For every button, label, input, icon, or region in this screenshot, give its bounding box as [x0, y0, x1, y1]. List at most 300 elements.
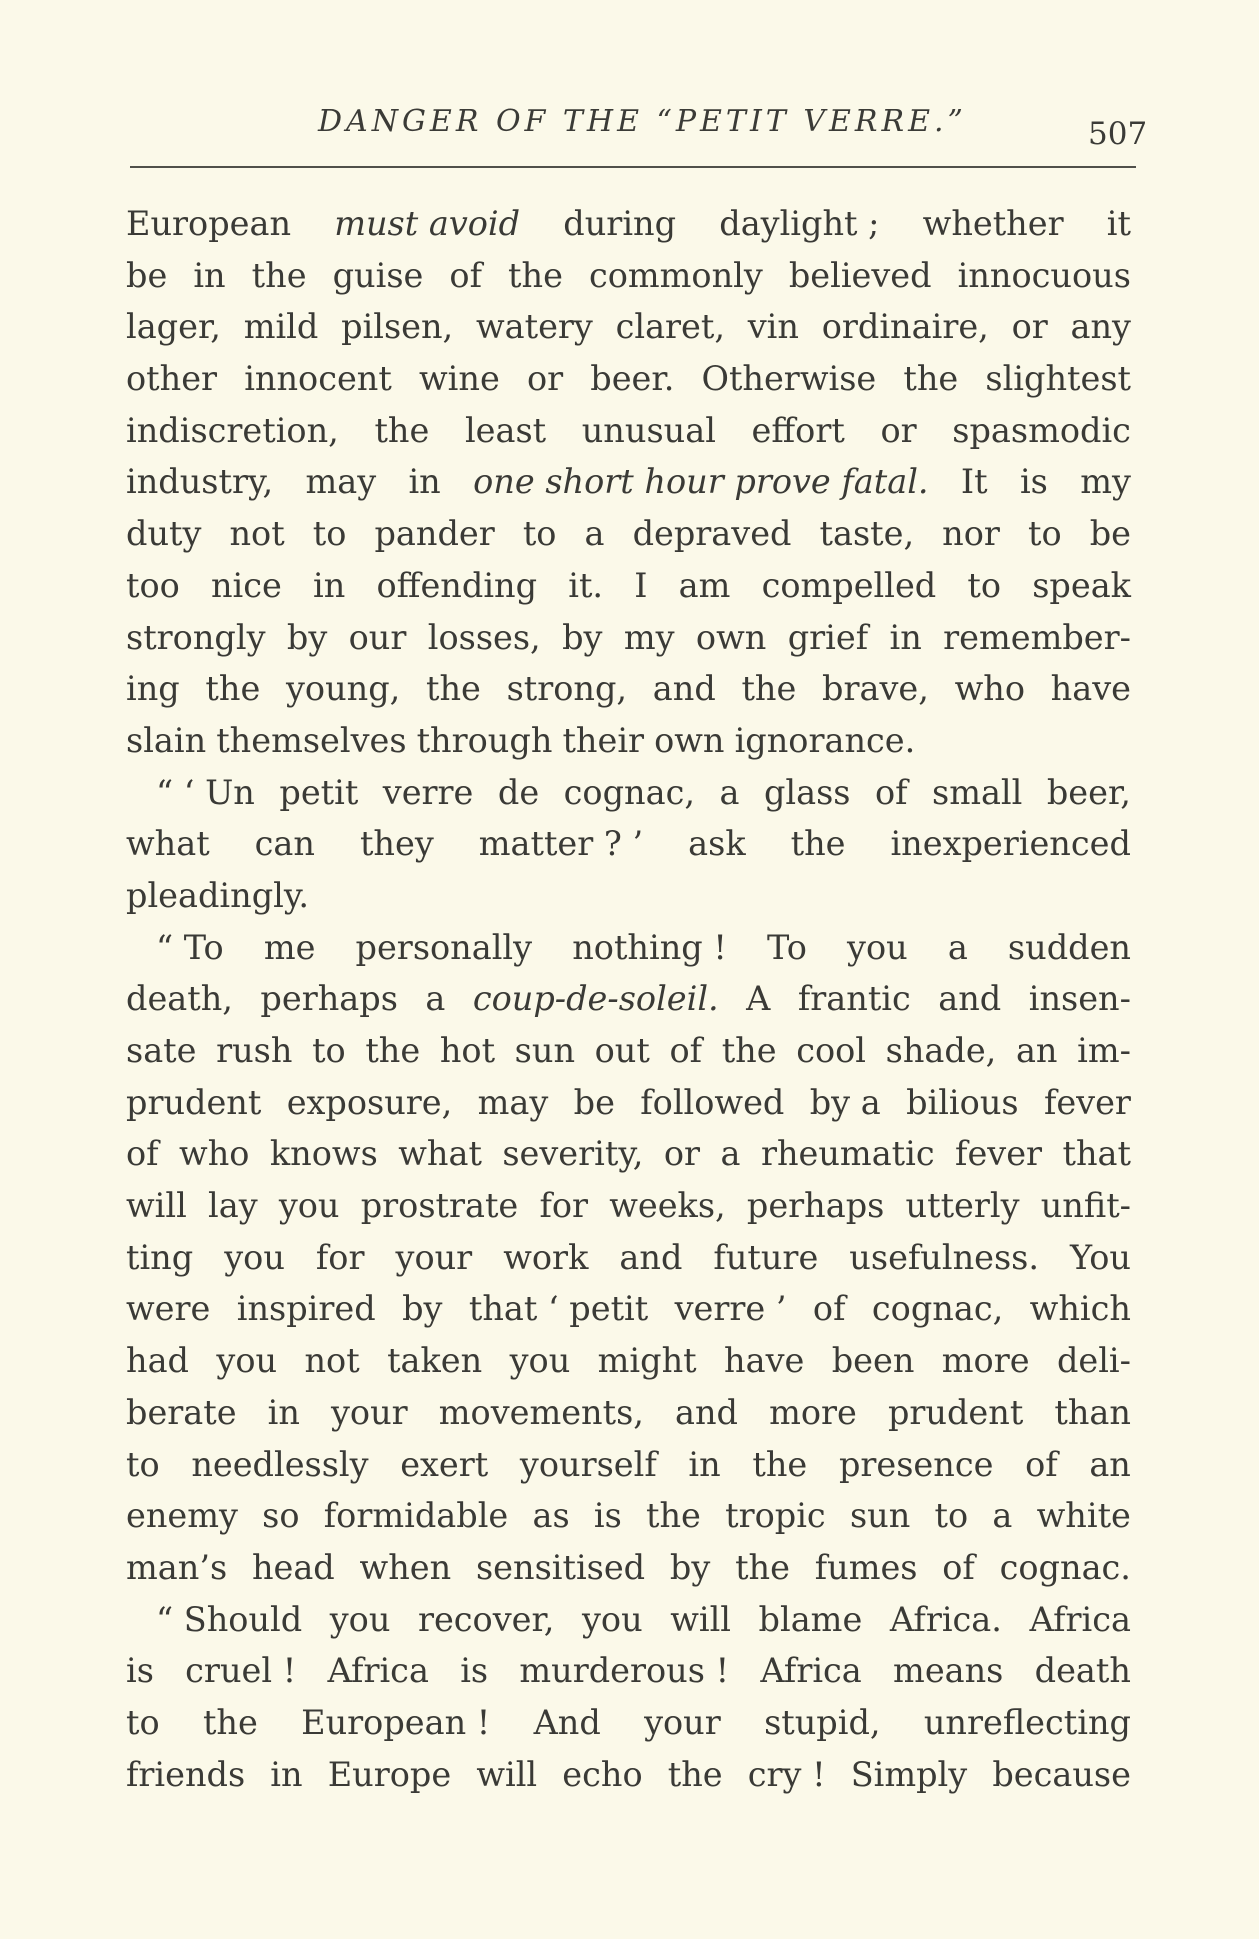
- italic-word: must avoid: [334, 204, 521, 243]
- word: or: [526, 359, 564, 399]
- word: by: [562, 617, 603, 657]
- header-rule: [130, 166, 1136, 168]
- word: have: [724, 1341, 805, 1381]
- word: not: [304, 1341, 360, 1381]
- word: too: [126, 565, 180, 605]
- word: the: [752, 1444, 808, 1484]
- word: taken: [387, 1341, 483, 1381]
- word: movements,: [438, 1392, 644, 1432]
- word: nice: [210, 565, 282, 605]
- word: weeks,: [609, 1186, 726, 1226]
- word: believed: [788, 255, 932, 295]
- word: head: [251, 1547, 335, 1587]
- word: strong,: [506, 669, 628, 709]
- word: to: [522, 514, 557, 554]
- word: by: [669, 1547, 711, 1587]
- text-line: [126, 870, 1131, 922]
- word: me: [263, 927, 316, 967]
- word: in: [267, 1392, 300, 1432]
- text-line: [126, 818, 1131, 870]
- word: were: [126, 1289, 211, 1329]
- word: by: [286, 617, 328, 657]
- word: who: [179, 1134, 250, 1174]
- word: the: [365, 1031, 421, 1070]
- word: Africa: [1029, 1599, 1131, 1639]
- word: be: [573, 1082, 615, 1122]
- word: my: [1080, 462, 1131, 502]
- word: European !: [301, 1702, 491, 1742]
- word: so: [262, 1496, 300, 1536]
- word: least: [464, 410, 547, 450]
- word: deli-: [1056, 1341, 1131, 1381]
- word: sun: [514, 1031, 576, 1070]
- word: other: [126, 359, 218, 399]
- word: the: [202, 1702, 258, 1742]
- word: claret,: [615, 307, 725, 347]
- word: is: [126, 1651, 154, 1691]
- word: enemy: [126, 1496, 238, 1536]
- word: the: [646, 1496, 701, 1536]
- word: “ Should: [156, 1599, 303, 1639]
- word: prostrate: [360, 1186, 519, 1226]
- word: Africa: [327, 1651, 429, 1691]
- word: it: [1106, 204, 1131, 243]
- word: for: [315, 1237, 365, 1277]
- word: matter ? ’: [478, 824, 644, 864]
- word: Africa.: [889, 1599, 1002, 1639]
- word: needlessly: [191, 1444, 369, 1484]
- text-line: [126, 198, 1131, 250]
- word: fumes: [814, 1547, 918, 1587]
- word: daylight ;: [719, 204, 880, 243]
- text-line: [126, 663, 1131, 715]
- word: exposure,: [286, 1082, 453, 1122]
- word: recover,: [417, 1599, 555, 1639]
- word: the: [721, 1031, 777, 1070]
- word: you: [581, 1599, 643, 1639]
- word: an: [1089, 1444, 1131, 1484]
- word: mild: [243, 307, 319, 347]
- word: fever: [1043, 1082, 1131, 1122]
- word: Europe: [327, 1754, 452, 1794]
- word: rush: [216, 1031, 293, 1070]
- word: “ To: [156, 927, 224, 967]
- word: nor: [942, 514, 1000, 554]
- word: will: [126, 1186, 187, 1226]
- word: in: [313, 565, 346, 605]
- word: spasmodic: [952, 410, 1131, 450]
- word: you: [509, 1341, 571, 1381]
- word: compelled: [761, 565, 937, 605]
- word: the: [205, 669, 261, 709]
- word: that ‘ petit: [468, 1289, 649, 1329]
- word: beer.: [590, 359, 675, 399]
- word: their: [562, 720, 645, 760]
- word: nothing !: [572, 927, 727, 967]
- word: a: [947, 927, 968, 967]
- word: A: [746, 979, 771, 1019]
- word: echo: [562, 1754, 643, 1794]
- word: guise: [332, 255, 424, 295]
- word: by a: [809, 1082, 881, 1122]
- text-line: [126, 973, 1131, 1025]
- text-line: [126, 508, 1131, 560]
- word: own: [695, 617, 767, 657]
- word: a: [719, 772, 740, 812]
- word: of: [449, 255, 482, 295]
- word: unreflecting: [923, 1702, 1131, 1742]
- word: lay: [208, 1186, 258, 1226]
- italic-word: one short hour prove fatal.: [473, 462, 929, 502]
- word: followed: [640, 1082, 785, 1122]
- word: shade,: [885, 1031, 997, 1070]
- word: the: [426, 669, 481, 709]
- word: I: [634, 565, 648, 605]
- word: European: [126, 204, 292, 243]
- word: sensitised: [475, 1547, 646, 1587]
- text-line: [126, 1645, 1131, 1697]
- word: a: [992, 1496, 1013, 1536]
- word: to: [1027, 514, 1062, 554]
- word: fever: [955, 1134, 1043, 1174]
- word: taste,: [819, 514, 915, 554]
- body-text: [126, 198, 1131, 1800]
- word: the: [374, 410, 430, 450]
- text-line: [126, 250, 1131, 302]
- word: whether: [922, 204, 1064, 243]
- word: the: [741, 669, 797, 709]
- word: cry !: [747, 1754, 826, 1794]
- word: ing: [126, 669, 180, 709]
- word: exert: [400, 1444, 489, 1484]
- word: or: [1011, 307, 1048, 347]
- word: because: [992, 1754, 1131, 1794]
- word: cognac,: [871, 1289, 1004, 1329]
- word: petit: [279, 772, 359, 812]
- word: usefulness.: [849, 1237, 1040, 1277]
- word: than: [1054, 1392, 1131, 1432]
- word: ignorance.: [734, 720, 916, 760]
- word: death,: [126, 979, 233, 1019]
- word: when: [359, 1547, 452, 1587]
- word: more: [941, 1341, 1030, 1381]
- word: You: [1070, 1237, 1131, 1277]
- word: means: [893, 1651, 1004, 1691]
- word: tropic: [725, 1496, 826, 1536]
- word: you: [216, 1341, 278, 1381]
- text-line: [126, 1025, 1131, 1077]
- word: a: [720, 1134, 741, 1174]
- word: might: [597, 1341, 697, 1381]
- word: verre ’: [674, 1289, 787, 1329]
- word: of: [669, 1031, 703, 1070]
- word: vin: [747, 307, 799, 347]
- word: perhaps: [746, 1186, 885, 1226]
- word: de: [497, 772, 540, 812]
- word: work: [503, 1237, 589, 1277]
- word: is: [593, 1496, 622, 1536]
- word: you: [329, 1599, 391, 1639]
- word: our: [348, 617, 407, 657]
- word: in: [408, 462, 441, 502]
- text-line: [126, 353, 1131, 405]
- word: can: [254, 824, 315, 864]
- word: industry,: [126, 462, 274, 502]
- paragraph: [126, 198, 1131, 767]
- word: knows: [269, 1134, 378, 1174]
- word: duty: [126, 514, 202, 554]
- word: to: [312, 1031, 346, 1070]
- word: of: [942, 1547, 975, 1587]
- word: during: [563, 204, 677, 243]
- word: the: [735, 1547, 790, 1587]
- word: will: [670, 1599, 732, 1639]
- word: and: [938, 979, 1002, 1019]
- word: is: [460, 1651, 489, 1691]
- word: “ ‘ Un: [156, 772, 255, 812]
- word: the: [903, 359, 959, 399]
- word: who: [954, 669, 1025, 709]
- word: indiscretion,: [126, 410, 339, 450]
- word: inspired: [236, 1289, 376, 1329]
- text-line: [126, 1232, 1131, 1284]
- word: you: [278, 1186, 340, 1226]
- word: by: [402, 1289, 443, 1329]
- word: sun: [849, 1496, 911, 1536]
- word: white: [1036, 1496, 1131, 1536]
- word: verre: [382, 772, 474, 812]
- word: a: [584, 514, 605, 554]
- word: pleadingly.: [126, 875, 309, 915]
- word: of: [812, 1289, 846, 1329]
- word: glass: [763, 772, 851, 812]
- word: beer,: [1046, 772, 1131, 812]
- text-line: [126, 612, 1131, 664]
- word: they: [359, 824, 434, 864]
- paragraph: [126, 922, 1131, 1594]
- word: own: [654, 720, 725, 760]
- word: or: [880, 410, 917, 450]
- word: murderous !: [519, 1651, 730, 1691]
- word: rheumatic: [760, 1134, 935, 1174]
- text-line: [126, 456, 1131, 508]
- word: in: [688, 1444, 721, 1484]
- word: what: [398, 1134, 482, 1174]
- word: had: [126, 1341, 189, 1381]
- word: and: [619, 1237, 683, 1277]
- word: man’s: [126, 1547, 228, 1587]
- word: Simply: [850, 1754, 968, 1794]
- word: you: [847, 927, 908, 967]
- text-line: [126, 767, 1131, 819]
- word: through: [416, 720, 553, 760]
- running-title: DANGER OF THE “PETIT VERRE.”: [318, 104, 967, 139]
- word: sudden: [1007, 927, 1131, 967]
- word: of: [874, 772, 908, 812]
- word: perhaps: [260, 979, 398, 1019]
- word: future: [713, 1237, 819, 1277]
- word: im-: [1077, 1031, 1131, 1070]
- page-number: 507: [1088, 116, 1148, 152]
- text-line: [126, 1335, 1131, 1387]
- word: Africa: [760, 1651, 862, 1691]
- word: be: [1089, 514, 1131, 554]
- word: cognac.: [999, 1547, 1131, 1587]
- word: that: [1062, 1134, 1131, 1174]
- word: prudent: [887, 1392, 1024, 1432]
- word: berate: [126, 1392, 237, 1432]
- word: losses,: [427, 617, 541, 657]
- word: to: [126, 1444, 160, 1484]
- word: the: [790, 824, 846, 864]
- word: watery: [475, 307, 593, 347]
- word: have: [1050, 669, 1131, 709]
- word: ordinaire,: [821, 307, 989, 347]
- text-line: [126, 922, 1131, 974]
- text-line: [126, 1180, 1131, 1232]
- text-line: [126, 560, 1131, 612]
- text-line: [126, 715, 1131, 767]
- text-line: [126, 1490, 1131, 1542]
- paragraph: [126, 767, 1131, 922]
- word: ask: [688, 824, 746, 864]
- word: of: [1025, 1444, 1058, 1484]
- word: sate: [126, 1031, 197, 1070]
- word: commonly: [588, 255, 763, 295]
- word: to: [934, 1496, 969, 1536]
- word: and: [675, 1392, 738, 1432]
- word: frantic: [797, 979, 911, 1019]
- word: my: [623, 617, 675, 657]
- word: brave,: [822, 669, 929, 709]
- word: prudent: [126, 1082, 262, 1122]
- word: a: [425, 979, 446, 1019]
- word: of: [126, 1134, 159, 1174]
- word: grief: [787, 617, 869, 657]
- word: young,: [285, 669, 401, 709]
- word: hot: [439, 1031, 496, 1070]
- word: an: [1015, 1031, 1058, 1070]
- word: It: [960, 462, 988, 502]
- word: you: [224, 1237, 285, 1277]
- word: may: [305, 462, 377, 502]
- word: any: [1070, 307, 1131, 347]
- word: utterly: [905, 1186, 1020, 1226]
- word: which: [1029, 1289, 1131, 1329]
- word: the: [667, 1754, 723, 1794]
- word: your: [644, 1702, 721, 1742]
- word: unfit-: [1040, 1186, 1131, 1226]
- word: and: [652, 669, 716, 709]
- word: to: [967, 565, 1002, 605]
- word: it.: [568, 565, 604, 605]
- word: strongly: [126, 617, 266, 657]
- word: personally: [355, 927, 533, 967]
- word: bilious: [906, 1082, 1019, 1122]
- word: more: [769, 1392, 857, 1432]
- word: speak: [1032, 565, 1131, 605]
- word: cool: [796, 1031, 867, 1070]
- text-line: [126, 1077, 1131, 1129]
- word: wine: [419, 359, 500, 399]
- text-line: [126, 1749, 1131, 1801]
- word: inexperienced: [890, 824, 1131, 864]
- word: your: [395, 1237, 473, 1277]
- word: blame: [758, 1599, 863, 1639]
- text-line: [126, 1283, 1131, 1335]
- word: And: [533, 1702, 601, 1742]
- word: yourself: [519, 1444, 657, 1484]
- word: to: [312, 514, 347, 554]
- word: death: [1034, 1651, 1131, 1691]
- word: cruel !: [185, 1651, 297, 1691]
- word: remember-: [943, 617, 1131, 657]
- word: in: [193, 255, 226, 295]
- word: effort: [751, 410, 845, 450]
- word: cognac,: [563, 772, 695, 812]
- word: to: [126, 1702, 160, 1742]
- word: slain: [126, 720, 207, 760]
- word: depraved: [632, 514, 792, 554]
- word: lager,: [126, 307, 221, 347]
- word: is: [1019, 462, 1048, 502]
- text-line: [126, 301, 1131, 353]
- word: been: [831, 1341, 915, 1381]
- text-line: [126, 1128, 1131, 1180]
- word: or: [663, 1134, 701, 1174]
- word: small: [932, 772, 1023, 812]
- word: out: [594, 1031, 650, 1070]
- word: will: [476, 1754, 538, 1794]
- paragraph: [126, 1594, 1131, 1801]
- italic-word: coup-de-soleil.: [472, 979, 719, 1019]
- word: themselves: [216, 720, 407, 760]
- word: may: [477, 1082, 549, 1122]
- word: slightest: [985, 359, 1131, 399]
- word: formidable: [323, 1496, 509, 1536]
- text-line: [126, 1387, 1131, 1439]
- word: stupid,: [764, 1702, 881, 1742]
- text-line: [126, 1542, 1131, 1594]
- word: presence: [838, 1444, 994, 1484]
- word: severity,: [502, 1134, 644, 1174]
- text-line: [126, 1439, 1131, 1491]
- word: insen-: [1028, 979, 1131, 1019]
- word: be: [126, 255, 168, 295]
- word: innocuous: [957, 255, 1131, 295]
- word: am: [678, 565, 731, 605]
- word: ting: [126, 1237, 194, 1277]
- word: friends: [126, 1754, 246, 1794]
- text-line: [126, 1594, 1131, 1646]
- word: the: [508, 255, 563, 295]
- word: pilsen,: [341, 307, 454, 347]
- word: Otherwise: [701, 359, 877, 399]
- word: innocent: [244, 359, 392, 399]
- word: in: [889, 617, 922, 657]
- word: for: [539, 1186, 589, 1226]
- word: your: [331, 1392, 408, 1432]
- word: as: [532, 1496, 570, 1536]
- word: unusual: [581, 410, 716, 450]
- word: what: [126, 824, 210, 864]
- word: the: [251, 255, 307, 295]
- word: in: [270, 1754, 303, 1794]
- word: pander: [374, 514, 495, 554]
- word: not: [229, 514, 285, 554]
- text-line: [126, 405, 1131, 457]
- word: To: [766, 927, 807, 967]
